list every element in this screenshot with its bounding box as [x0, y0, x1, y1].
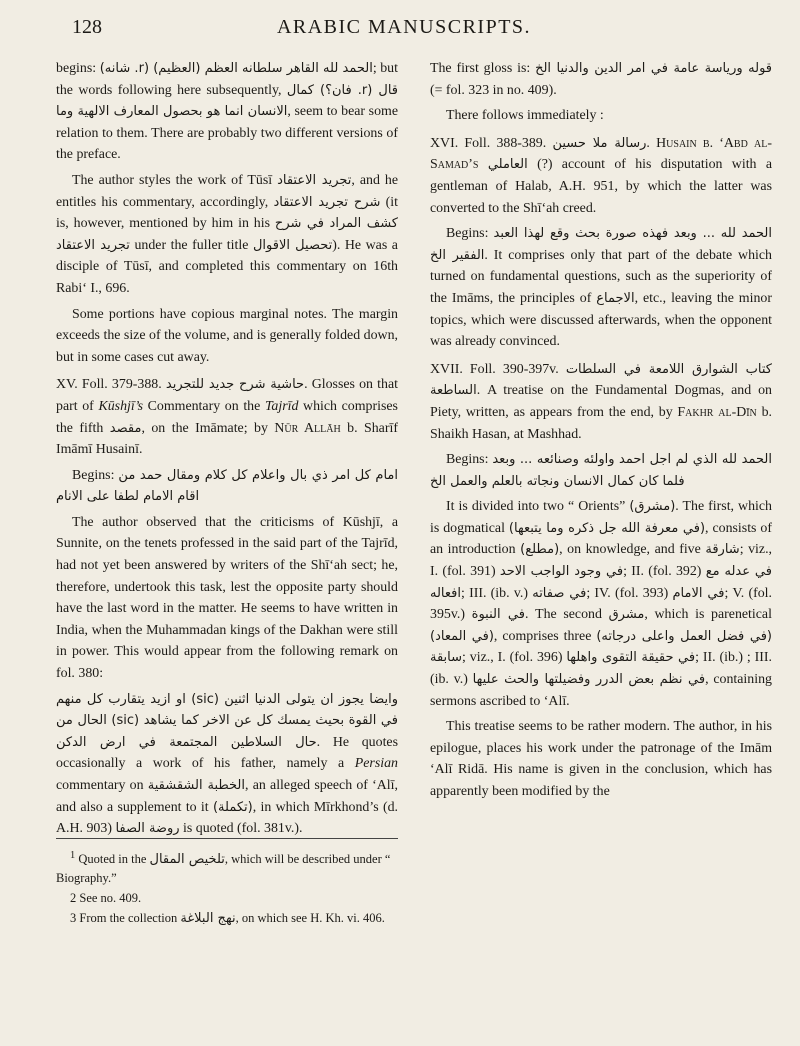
arabic-incipit: الحمد لله القاهر سلطانه العظم (العظيم) (r. شانه): [99, 61, 373, 76]
author-name: Husain b. ‘Abd al-Samad’s: [430, 135, 772, 173]
arabic-incipit: الحمد لله الذي لم اجل احمد واولئه وصنائعه ... وبعد فلما كان كمال الانسان ونجاته بالعلم والعمل الخ: [430, 452, 772, 489]
running-head: ARABIC MANUSCRIPTS.: [276, 16, 532, 38]
section-xvi-heading: XVI. Foll. 388-389. رسالة ملا حسين. Husain b. ‘Abd al-Samad’s العاملي (?) account of his disputation with a gentleman of Halab, A.H. 951, by which the latter was converted to the Shī‘ah creed.: [430, 135, 772, 216]
arabic-term: العاملي: [487, 157, 528, 173]
arabic-title: روضة الصفا: [115, 821, 180, 837]
left-paragraph-begins: begins: الحمد لله القاهر سلطانه العظم (العظيم) (r. شانه); but the words following here subsequently, قال (r. فان؟) كمال الانسان انما هو بحصول المعارف الالهية وما, seem to bear some relation to them. There are probably two different versions of the preface.: [56, 61, 399, 163]
right-paragraph-first-gloss: The first gloss is: قوله ورياسة عامة في امر الدين والدنيا الخ (= fol. 323 in no. 409).: [430, 61, 772, 98]
left-paragraph-author-styles: The author styles the work of Tūsī تجريد الاعتقاد, and he entitles his commentary, accordingly, شرح تجريد الاعتقاد (it is, however, mentioned by him in his كشف المراد في شرح تجريد الاعتقاد under the fuller title تحصيل الاقوال). He was a disciple of Tūsī, and completed this commentary on 16th Rabi‘ I., 696.: [56, 172, 399, 296]
right-paragraph-begins-xvii: Begins: الحمد لله الذي لم اجل احمد واولئه وصنائعه ... وبعد فلما كان كمال الانسان ونجاته بالعلم والعمل الخ: [430, 452, 772, 489]
left-paragraph-quote: وايضا يجوز ان يتولى الدنيا اثنين (sic) او ازيد يتقارب كل منهم في القوة بحيث يمسك كل عن الاخر كما يشاهد (sic) الحال من حال السلاطين المجتمعة في ارض الدكن. He quotes occasionally a work of his father, namely a Persian commentary on الخطبة الشقشقية, an alleged speech of ‘Alī, and also a supplement to it (تكملة), in which Mīrkhond’s (d. A.H. 903) روضة الصفا is quoted (fol. 381v.).: [56, 691, 399, 837]
arabic-title: تحصيل الاقوال: [252, 237, 333, 253]
page-header: [72, 16, 736, 46]
arabic-incipit: الحمد لله ... وبعد فهذه صورة بحث وقع لهذا العبد الفقير الخ: [430, 226, 772, 263]
right-column: [430, 58, 772, 807]
arabic-term: الاجماع: [596, 290, 635, 306]
footnote-2: 2 See no. 409.: [70, 891, 142, 906]
right-paragraph-follows: There follows immediately :: [446, 108, 604, 124]
right-paragraph-divisions: It is divided into two “ Orients” (مشرق). The first, which is dogmatical (في معرفة الله جل ذكره وما يتبعها), consists of an introduction (مطلع), on knowledge, and five شارقة; viz., I. (fol. 391) في وجود الواجب الاحد; II. (fol. 392) في عدله مع افعاله; III. (ib. v.) في صفاته; IV. (fol. 393) في الامام; V. (fol. 395v.) في النبوة. The second مشرق, which is parenetical (في المعاد), comprises three (في فضل العمل واعلى درجاته) سابقة; viz., I. (fol. 396) في حقيقة التقوى واهلها; II. (ib.) ; III. (ib. v.) في نظم بعض الدرر وفضيلتها والحث عليها, containing sermons ascribed to ‘Alī.: [430, 499, 773, 709]
footnotes: [56, 838, 398, 930]
arabic-quote: قال (r. فان؟) كمال الانسان انما هو بحصول المعارف الالهية وما: [56, 82, 399, 120]
left-paragraph-author-observed: The author observed that the criticisms of Kūshjī, a Sunnite, on the tenets professed in the said part of the Tajrīd, had not yet been answered by writers of the Shī‘ah sect; he, therefore, undertook this task, lest the opposite party should have the last word in the matter. He seems to have written in India, when the Muhammadan kings of the Dakhan were still in power. This would appear from the following remark on fol. 380:: [56, 514, 398, 682]
section-xvii-heading: XVII. Foll. 390-397v. كتاب الشوارق اللامعة في السلطات الساطعة. A treatise on the Fundamental Dogmas, and on Piety, written, as appears from the end, by Fakhr al-Dīn b. Shaikh Hasan, at Mashhad.: [430, 361, 772, 442]
left-column: [56, 58, 398, 844]
footnote-1: $^1$ Quoted in the تلخيص المقال, which will be described under “ Biography.”: [56, 850, 391, 886]
left-paragraph-marginal-notes: Some portions have copious marginal notes. The margin exceeds the size of the volume, and is generally folded down, but in some cases cut away.: [56, 306, 398, 365]
arabic-title: كشف المراد في شرح تجريد الاعتقاد: [56, 216, 399, 253]
arabic-title: رسالة ملا حسين: [552, 135, 647, 151]
arabic-title: تجريد الاعتقاد: [277, 172, 352, 188]
arabic-title: حاشية شرح جديد للتجريد: [165, 377, 305, 393]
arabic-title: شرح تجريد الاعتقاد: [273, 194, 381, 210]
arabic-term: مقصد: [109, 420, 142, 436]
arabic-quote: وايضا يجوز ان يتولى الدنيا اثنين (sic) او ازيد يتقارب كل منهم في القوة بحيث يمسك كل عن الاخر كما يشاهد (sic) الحال من حال السلاطين المجتمعة في ارض الدكن: [56, 691, 398, 750]
arabic-term: (تكملة): [212, 799, 253, 815]
arabic-title: الخطبة الشقشقية: [147, 778, 245, 793]
arabic-incipit: امام كل امر ذي بال واعلام كل كلام ومقال حمد من اقام الامام لطفا على الانام: [56, 467, 398, 505]
section-xv-heading: XV. Foll. 379-388. حاشية شرح جديد للتجريد. Glosses on that part of Kūshjī’s Commentary on the Tajrīd which comprises the fifth مقصد, on the Imāmate; by Nūr Allāh b. Sharīf Imāmī Husainī.: [56, 377, 398, 458]
right-paragraph-begins-xvi: Begins: الحمد لله ... وبعد فهذه صورة بحث وقع لهذا العبد الفقير الخ. It comprises only that part of the debate which turned on fundamental questions, such as the superiority of the Imāms, the principles of الاجماع, etc., leaving the minor topics, which were discussed afterwards, when the opponent was already convinced.: [430, 226, 772, 350]
arabic-title: كتاب الشوارق اللامعة في السلطات الساطعة: [430, 361, 772, 399]
footnote-3: 3 From the collection نهج البلاغة, on which see H. Kh. vi. 406.: [70, 911, 385, 927]
page-number: 128: [72, 16, 102, 38]
footnote-rule: [56, 838, 398, 839]
author-name: Nūr Allāh: [274, 420, 341, 436]
right-paragraph-treatise-modern: This treatise seems to be rather modern. The author, in his epilogue, places his work under the patronage of the Imām ‘Alī Ridā. His name is given in the conclusion, which has apparently been modified by the: [430, 719, 772, 799]
arabic-quote: قوله ورياسة عامة في امر الدين والدنيا الخ: [535, 61, 772, 76]
left-paragraph-begins-xv: Begins: امام كل امر ذي بال واعلام كل كلام ومقال حمد من اقام الامام لطفا على الانام: [56, 467, 398, 505]
author-name: Fakhr al-Dīn: [677, 404, 757, 420]
